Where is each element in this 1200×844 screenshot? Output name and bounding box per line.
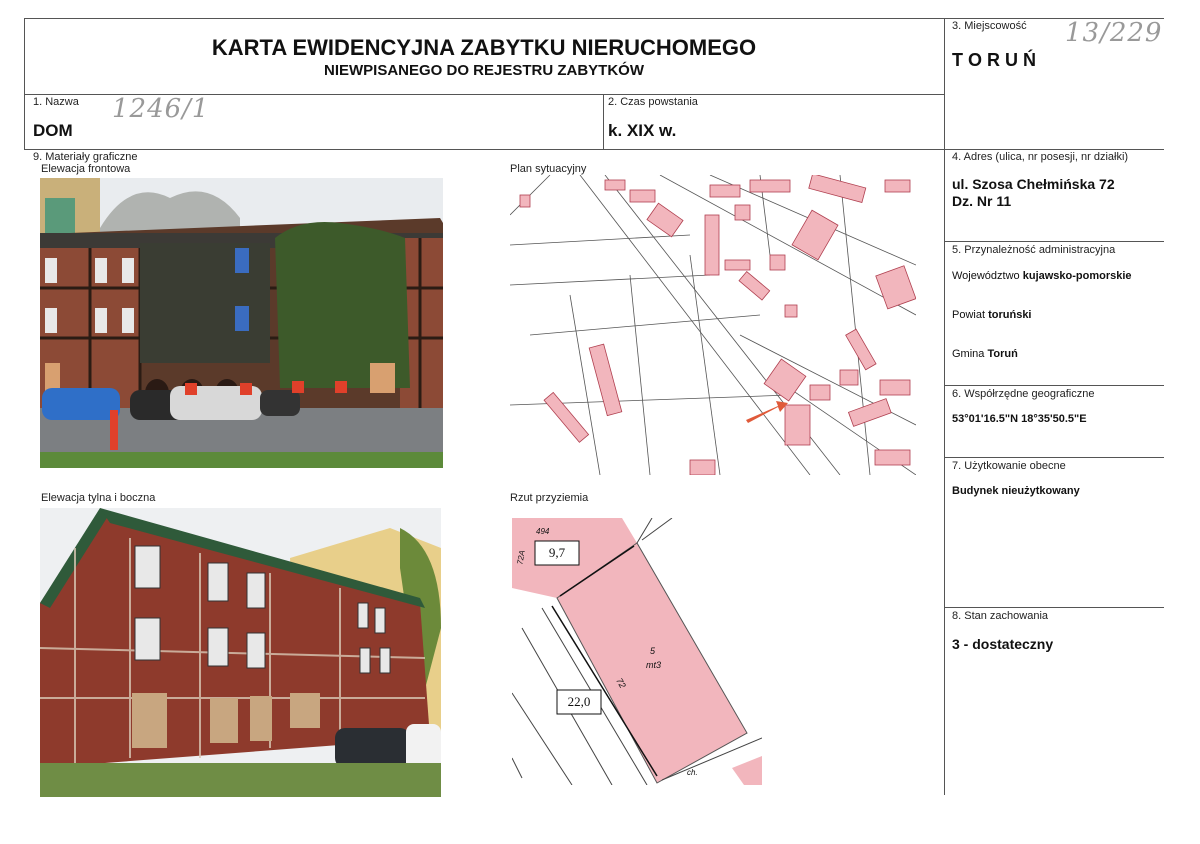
materialy-label: 9. Materiały graficzne [33,151,138,163]
front-elevation-photo [40,178,443,468]
document-subtitle: NIEWPISANEGO DO REJESTRU ZABYTKÓW [323,62,645,79]
row-divider [944,457,1164,458]
parcel-number: 494 [536,527,550,536]
powiat [952,309,1032,321]
document-title: KARTA EWIDENCYJNA ZABYTKU NIERUCHOMEGO [211,35,757,60]
frame-top [24,18,1164,19]
adres-line2: Dz. Nr 11 [952,193,1012,209]
gmina-prefix: Gmina [952,348,985,360]
front-elevation-caption: Elewacja frontowa [41,163,131,175]
gmina [952,348,1018,360]
przynaleznosc-label: 5. Przynależność administracyjna [952,244,1116,256]
sidewalk-label: ch. [687,768,698,777]
column-divider [944,18,945,795]
wojewodztwo [952,270,1132,282]
back-elevation-photo [40,508,441,797]
stan-label: 8. Stan zachowania [952,610,1049,622]
czas-value: k. XIX w. [608,121,677,140]
miejscowosc-label: 3. Miejscowość [952,20,1027,32]
address-number: 72 [614,676,628,690]
row-divider [944,241,1164,242]
wojewodztwo-prefix: Województwo [952,270,1020,282]
handwritten-number: 13/229 [1065,18,1163,48]
dimension-length: 22,0 [567,694,591,709]
back-elevation-caption: Elewacja tylna i boczna [41,492,156,504]
adres-label: 4. Adres (ulica, nr posesji, nr działki) [952,151,1129,163]
plot-number: 5 [650,646,656,656]
floor-plan [512,518,762,785]
nazwa-value: DOM [33,121,73,140]
miejscowosc-value: T O R U Ń [952,50,1036,70]
uzytkowanie-label: 7. Użytkowanie obecne [952,460,1066,472]
stan-value: 3 - dostateczny [952,636,1054,652]
powiat-prefix: Powiat [952,309,986,321]
czas-label: 2. Czas powstania [608,96,698,108]
site-plan-map [510,175,916,475]
wojewodztwo-value: kujawsko-pomorskie [1022,270,1132,282]
uzytkowanie-value: Budynek nieużytkowany [952,485,1080,497]
wspolrzedne-value: 53°01'16.5"N 18°35'50.5"E [952,413,1087,425]
wspolrzedne-label: 6. Współrzędne geograficzne [952,388,1095,400]
nazwa-label: 1. Nazwa [33,96,79,108]
site-plan-caption: Plan sytuacyjny [510,163,587,175]
row-divider [24,149,1164,150]
row-divider [944,607,1164,608]
adres-line1: ul. Szosa Chełmińska 72 [952,176,1115,192]
building-mark: mt3 [646,660,662,670]
dimension-width: 9,7 [548,545,566,560]
cell-divider [603,94,604,149]
floor-plan-caption: Rzut przyziemia [510,492,589,504]
handwritten-number: 1246/1 [112,94,210,124]
powiat-value: toruński [988,309,1032,321]
address-number-a: 72A [515,549,527,566]
gmina-value: Toruń [987,348,1018,360]
row-divider [944,385,1164,386]
